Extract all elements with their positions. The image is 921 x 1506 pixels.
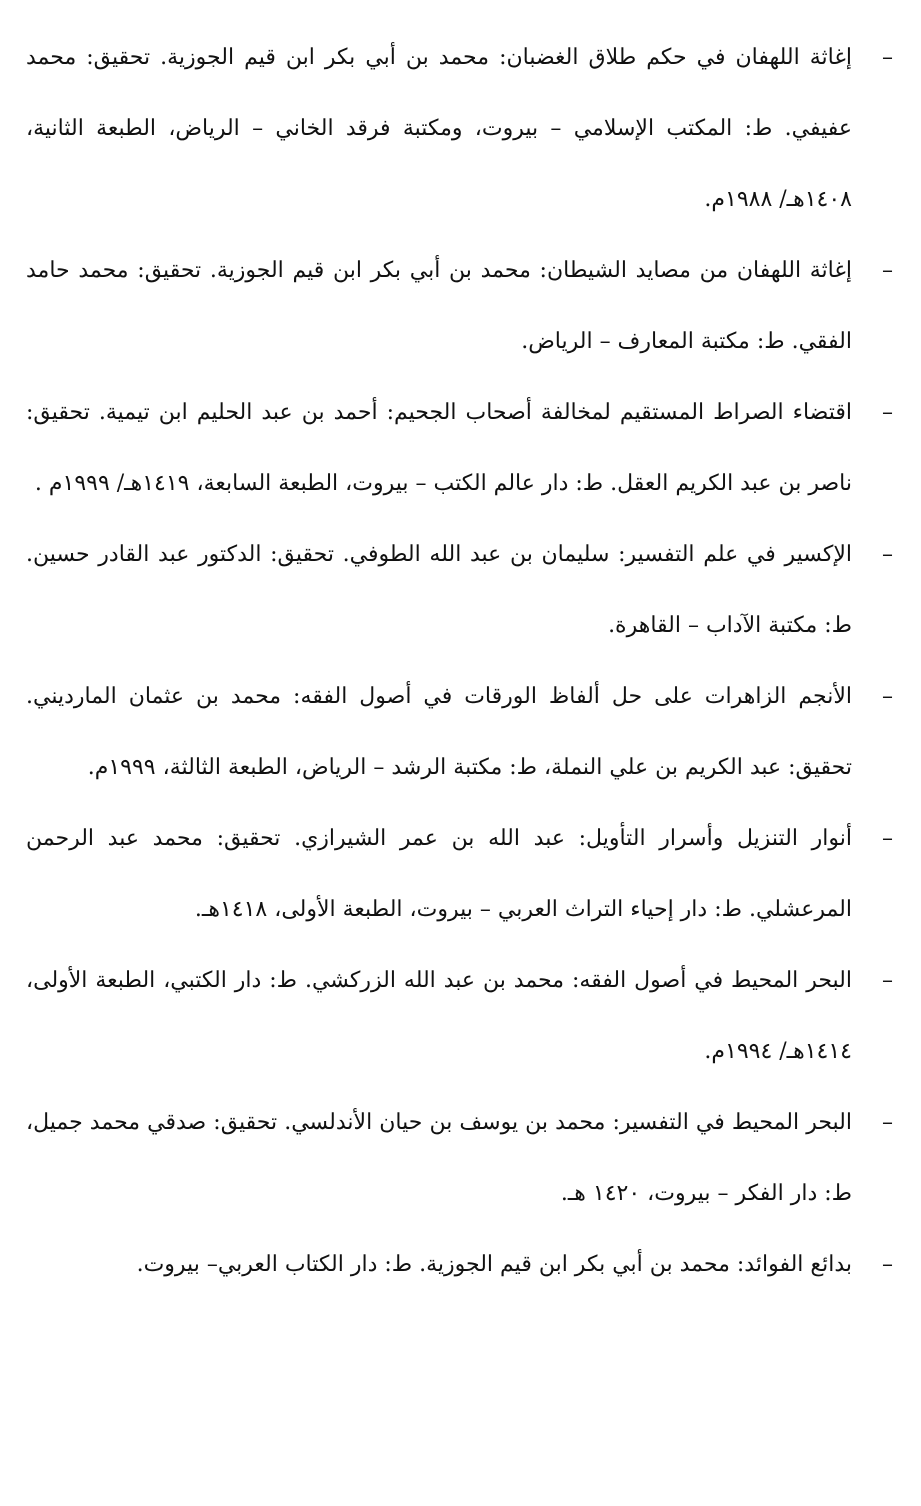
entry-text: البحر المحيط في أصول الفقه: محمد بن عبد الله الزركشي. ط: دار الكتبي، الطبعة الأولى، ١٤١٤هـ/ ١٩٩٤م. <box>26 968 852 1064</box>
bibliography-page <box>26 22 895 1300</box>
bibliography-entry <box>26 22 895 235</box>
entry-text: الإكسير في علم التفسير: سليمان بن عبد الله الطوفي. تحقيق: الدكتور عبد القادر حسين. ط: مكتبة الآداب – القاهرة. <box>26 542 852 638</box>
bibliography-entry <box>26 377 895 519</box>
bibliography-entry <box>26 1229 895 1300</box>
bibliography-entry <box>26 519 895 661</box>
dash-bullet: – <box>882 1110 893 1135</box>
dash-bullet: – <box>882 826 893 851</box>
dash-bullet: – <box>882 684 893 709</box>
entry-text: أنوار التنزيل وأسرار التأويل: عبد الله بن عمر الشيرازي. تحقيق: محمد عبد الرحمن المرعشلي. ط: دار إحياء التراث العربي – بيروت، الطبعة الأولى، ١٤١٨هـ. <box>26 826 852 922</box>
dash-bullet: – <box>882 1252 893 1277</box>
bibliography-entry <box>26 803 895 945</box>
entry-text: بدائع الفوائد: محمد بن أبي بكر ابن قيم الجوزية. ط: دار الكتاب العربي– بيروت. <box>136 1252 852 1277</box>
dash-bullet: – <box>882 45 893 70</box>
entry-text: إغاثة اللهفان في حكم طلاق الغضبان: محمد بن أبي بكر ابن قيم الجوزية. تحقيق: محمد عفيفي. ط: المكتب الإسلامي – بيروت، ومكتبة فرقد الخاني – الرياض، الطبعة الثانية، ١٤٠٨هـ/ ١٩٨٨م. <box>26 45 852 212</box>
bibliography-entry <box>26 661 895 803</box>
bibliography-entry <box>26 945 895 1087</box>
dash-bullet: – <box>882 258 893 283</box>
dash-bullet: – <box>882 542 893 567</box>
entry-text: البحر المحيط في التفسير: محمد بن يوسف بن حيان الأندلسي. تحقيق: صدقي محمد جميل، ط: دار الفكر – بيروت، ١٤٢٠ هـ. <box>26 1110 852 1206</box>
dash-bullet: – <box>882 968 893 993</box>
entry-text: إغاثة اللهفان من مصايد الشيطان: محمد بن أبي بكر ابن قيم الجوزية. تحقيق: محمد حامد الفقي. ط: مكتبة المعارف – الرياض. <box>26 258 852 354</box>
entry-text: اقتضاء الصراط المستقيم لمخالفة أصحاب الجحيم: أحمد بن عبد الحليم ابن تيمية. تحقيق: ناصر بن عبد الكريم العقل. ط: دار عالم الكتب – بيروت، الطبعة السابعة، ١٤١٩هـ/ ١٩٩٩م . <box>26 400 852 496</box>
bibliography-entry <box>26 1087 895 1229</box>
entry-text: الأنجم الزاهرات على حل ألفاظ الورقات في أصول الفقه: محمد بن عثمان المارديني. تحقيق: عبد الكريم بن علي النملة، ط: مكتبة الرشد – الرياض، الطبعة الثالثة، ١٩٩٩م. <box>26 684 852 780</box>
bibliography-entry <box>26 235 895 377</box>
dash-bullet: – <box>882 400 893 425</box>
